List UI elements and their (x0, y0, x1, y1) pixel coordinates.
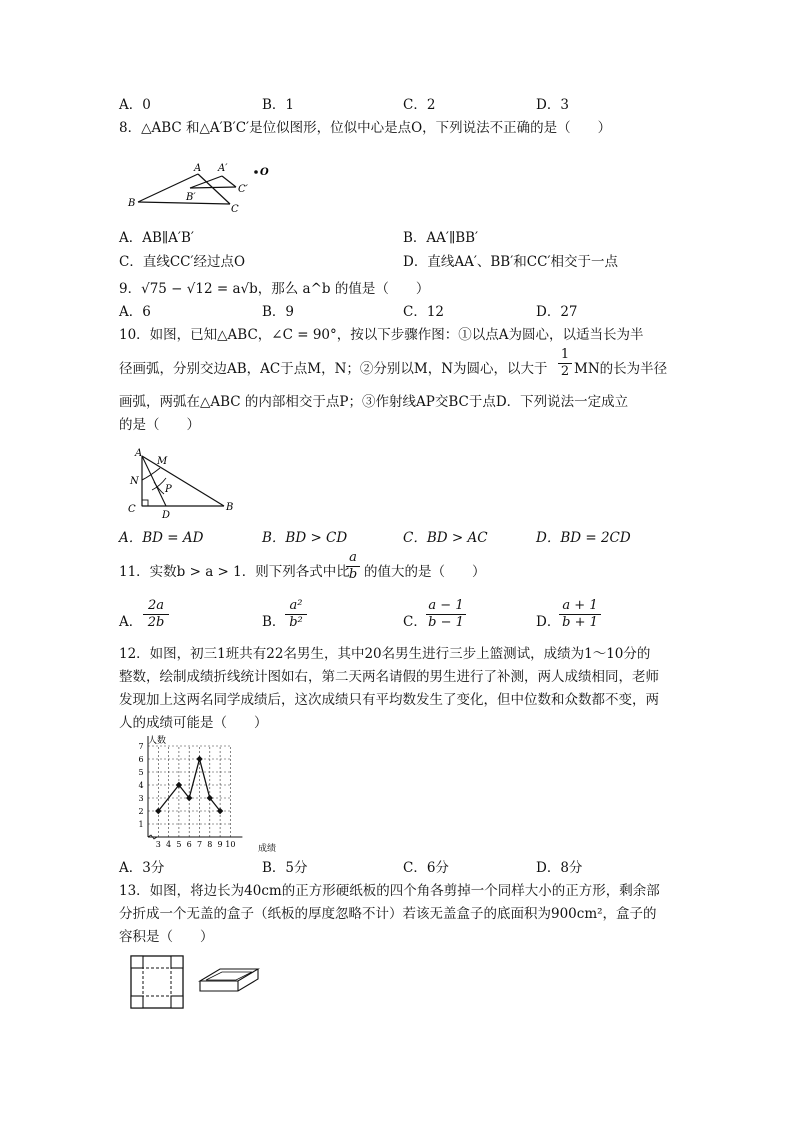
q11-frac-num: a (349, 550, 357, 565)
q10-label-a: A (135, 448, 143, 459)
chart-x-tick-label: 8 (207, 840, 213, 849)
q11-option-c-num: a − 1 (428, 598, 464, 613)
q9-option-b[interactable]: B．9 (262, 304, 295, 320)
q13-corner-square-tl (131, 956, 143, 968)
q10-line-1: 10．如图，已知△ABC，∠C = 90°，按以下步骤作图：①以点A为圆心，以适当长为半 (119, 327, 644, 343)
q10-label-m: M (157, 456, 168, 467)
q13-corner-square-tr (171, 956, 183, 968)
q12-option-d[interactable]: D．8分 (536, 860, 583, 876)
q10-option-d[interactable]: D．BD = 2CD (536, 530, 631, 546)
chart-y-tick-label: 7 (138, 742, 144, 751)
q10-figure (124, 446, 239, 522)
q8-option-d[interactable]: D．直线AA′、BB′和CC′相交于一点 (403, 254, 619, 270)
q11-option-a-fraction[interactable] (143, 598, 169, 631)
q11-option-d-letter[interactable]: D． (536, 614, 561, 630)
q10-frac-den: 2 (558, 363, 572, 380)
chart-x-tick-label: 3 (155, 840, 161, 849)
q13-line-1: 13．如图，将边长为40cm的正方形硬纸板的四个角各剪掉一个同样大小的正方形，剩余部 (119, 883, 660, 899)
q11-option-a-den: 2b (143, 614, 169, 631)
q11-option-b-num: a² (289, 598, 303, 613)
q12-option-c[interactable]: C．6分 (403, 860, 449, 876)
chart-x-tick-label: 6 (186, 840, 192, 849)
chart-ylabel: 人数 (148, 736, 167, 746)
chart-xlabel: 成绩 (258, 844, 277, 854)
q12-line-4: 人的成绩可能是（ ） (119, 715, 268, 731)
q11-stem-a: 11．实数b > a > 1．则下列各式中比 (119, 564, 350, 580)
q11-option-d-fraction[interactable] (559, 598, 601, 631)
q8-point-o (254, 170, 258, 174)
chart-x-tick-label: 4 (166, 840, 172, 849)
q9-stem: 9．√75 − √12 = a√b，那么 a^b 的值是（ ） (119, 281, 430, 297)
q11-fraction (346, 550, 360, 583)
q9-option-a[interactable]: A．6 (119, 304, 151, 320)
q10-option-a[interactable]: A．BD = AD (119, 530, 204, 546)
q8-label-o: O (260, 167, 269, 178)
q10-arc-p1 (152, 478, 166, 490)
chart-x-tick-label: 10 (225, 840, 236, 849)
q11-stem-b: 的值大的是（ ） (364, 564, 486, 580)
q8-option-a[interactable]: A．AB∥A′B′ (119, 230, 194, 246)
q13-figure (128, 953, 268, 1011)
q8-label-b: B (128, 198, 136, 209)
q8-label-c: C (231, 204, 239, 215)
q8-label-a: A (194, 163, 202, 174)
q7-option-a[interactable]: A．0 (119, 97, 151, 113)
chart-x-tick-label: 7 (196, 840, 203, 849)
q8-segment-b1c1 (190, 187, 236, 188)
q13-corner-square-bl (131, 996, 143, 1008)
q10-line-2b: MN的长为半径 (574, 361, 668, 377)
q11-option-b-den: b² (285, 614, 307, 631)
q7-option-c[interactable]: C．2 (403, 97, 436, 113)
q11-option-d-den: b + 1 (559, 614, 601, 631)
q13-corner-square-br (171, 996, 183, 1008)
chart-data-point (196, 756, 202, 762)
q8-label-c1: C′ (238, 184, 248, 195)
q13-box-top (200, 969, 258, 981)
q11-frac-den: b (346, 566, 360, 583)
chart-x-tick-label: 9 (217, 840, 223, 849)
q8-stem: 8．△ABC 和△A′B′C′是位似图形，位似中心是点O，下列说法不正确的是（ ） (119, 120, 612, 136)
q11-option-b-fraction[interactable] (285, 598, 307, 631)
q10-line-2a: 径画弧，分别交边AB，AC于点M，N；②分别以M，N为圆心，以大于 (119, 361, 548, 377)
q10-right-angle-mark (142, 500, 148, 506)
q11-option-c-letter[interactable]: C． (403, 614, 427, 630)
q8-segment-a1c1 (222, 176, 236, 187)
q10-option-b[interactable]: B．BD > CD (262, 530, 348, 546)
chart-x-tick-label: 5 (176, 840, 182, 849)
q12-line-2: 整数，绘制成绩折线统计图如右，第二天两名请假的男生进行了补测，两人成绩相同，老师 (119, 669, 659, 685)
q9-option-c[interactable]: C．12 (403, 304, 445, 320)
chart-y-tick-label: 4 (138, 781, 144, 790)
chart-y-tick-label: 1 (138, 820, 144, 829)
q12-option-a[interactable]: A．3分 (119, 860, 165, 876)
q11-option-d-num: a + 1 (562, 598, 598, 613)
q11-option-a-num: 2a (147, 598, 165, 613)
q10-option-c[interactable]: C．BD > AC (403, 530, 488, 546)
q11-option-c-den: b − 1 (426, 614, 466, 631)
q8-segment-bc (138, 202, 230, 204)
q10-label-n: N (130, 476, 139, 487)
q8-option-b[interactable]: B．AA′∥BB′ (403, 230, 479, 246)
q10-label-d: D (162, 510, 171, 521)
q13-line-2: 分折成一个无盖的盒子（纸板的厚度忽略不计）若该无盖盒子的底面积为900cm²，盒子的 (119, 906, 657, 922)
q10-label-p: P (165, 484, 172, 495)
q10-frac-num: 1 (560, 347, 570, 362)
q8-label-b1: B′ (186, 192, 196, 203)
q7-option-d[interactable]: D．3 (536, 97, 569, 113)
q7-option-b[interactable]: B．1 (262, 97, 295, 113)
chart-y-tick-label: 3 (138, 794, 144, 803)
q8-option-c[interactable]: C．直线CC′经过点O (119, 254, 246, 270)
q10-line-3: 画弧，两弧在△ABC 的内部相交于点P；③作射线AP交BC于点D．下列说法一定成立 (119, 394, 629, 410)
q8-segment-a1b1 (190, 176, 222, 188)
q11-option-c-fraction[interactable] (426, 598, 466, 631)
q8-label-a1: A′ (218, 163, 228, 174)
q11-option-a-letter[interactable]: A． (119, 614, 143, 630)
q8-figure (124, 158, 274, 216)
q10-label-b: B (226, 502, 234, 513)
q12-line-1: 12．如图，初三1班共有22名男生，其中20名男生进行三步上篮测试，成绩为1～10分的 (119, 646, 651, 662)
chart-y-tick-label: 5 (138, 768, 144, 777)
q11-option-b-letter[interactable]: B． (262, 614, 286, 630)
q13-line-3: 容积是（ ） (119, 929, 214, 945)
q10-label-c: C (128, 504, 136, 515)
q12-line-chart (118, 733, 288, 857)
q10-fraction (558, 347, 572, 380)
chart-y-tick-label: 2 (138, 807, 144, 816)
chart-y-tick-label: 6 (138, 755, 144, 764)
q10-line-4: 的是（ ） (119, 417, 200, 433)
q9-option-d[interactable]: D．27 (536, 304, 578, 320)
q12-option-b[interactable]: B．5分 (262, 860, 308, 876)
q12-line-3: 发现加上这两名同学成绩后，这次成绩只有平均数发生了变化，但中位数和众数都不变，两 (119, 692, 659, 708)
